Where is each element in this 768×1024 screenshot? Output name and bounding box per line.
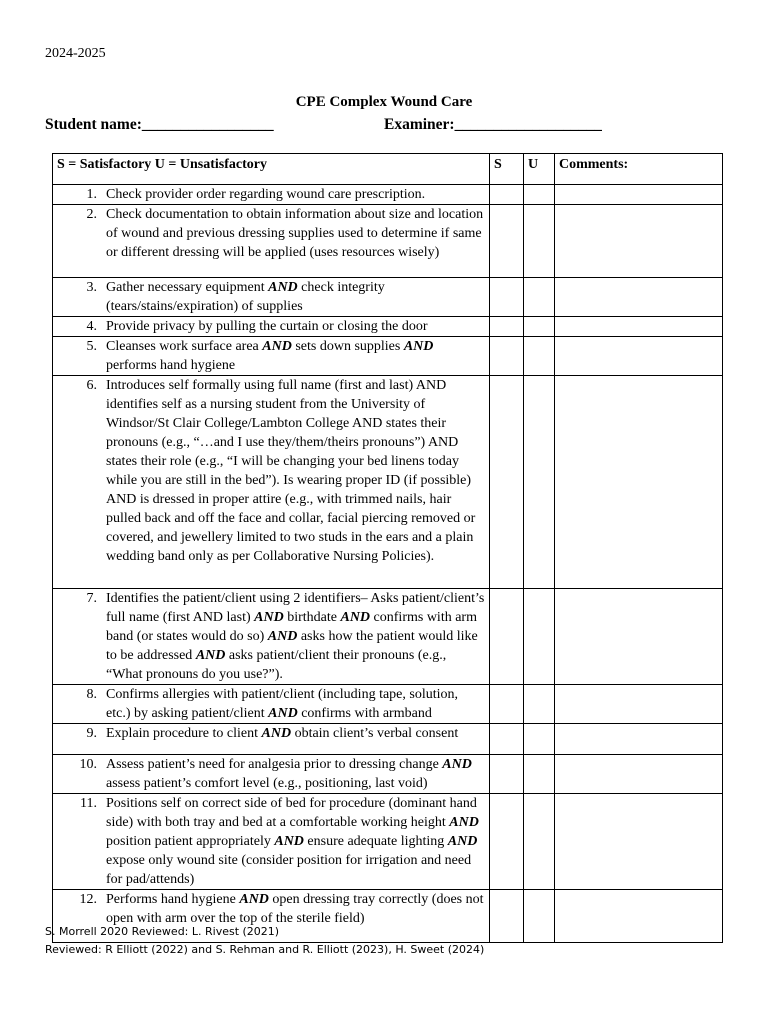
checklist-item-cell bbox=[53, 278, 490, 317]
table-row bbox=[53, 278, 723, 317]
item-text: Performs hand hygiene AND open dressing tray correctly (does not open with arm over the top of the sterile field) bbox=[106, 892, 484, 926]
item-number: 2. bbox=[86, 207, 97, 222]
item-text: Check documentation to obtain information about size and location of wound and previous dressing supplies used to determine if same or different dressing will be applied (uses resources wisely) bbox=[106, 207, 484, 260]
item-number: 11. bbox=[80, 796, 97, 811]
item-number: 8. bbox=[86, 687, 97, 702]
checklist-item-cell bbox=[53, 794, 490, 890]
table-row bbox=[53, 685, 723, 724]
comments-cell[interactable] bbox=[555, 337, 723, 376]
checklist-item-cell bbox=[53, 317, 490, 337]
item-number: 9. bbox=[86, 726, 97, 741]
s-column-header: S bbox=[490, 154, 524, 185]
checklist-item-cell bbox=[53, 755, 490, 794]
s-cell[interactable] bbox=[490, 278, 524, 317]
checklist-item-cell bbox=[53, 205, 490, 278]
item-number: 6. bbox=[86, 378, 97, 393]
table-row bbox=[53, 337, 723, 376]
item-number: 10. bbox=[79, 757, 97, 772]
comments-cell[interactable] bbox=[555, 589, 723, 685]
item-number: 7. bbox=[86, 591, 97, 606]
s-cell[interactable] bbox=[490, 755, 524, 794]
comments-cell[interactable] bbox=[555, 794, 723, 890]
u-cell[interactable] bbox=[524, 724, 555, 755]
u-cell[interactable] bbox=[524, 890, 555, 943]
table-row bbox=[53, 376, 723, 589]
comments-cell[interactable] bbox=[555, 185, 723, 205]
u-cell[interactable] bbox=[524, 794, 555, 890]
s-cell[interactable] bbox=[490, 317, 524, 337]
comments-column-header: Comments: bbox=[555, 154, 723, 185]
u-cell[interactable] bbox=[524, 589, 555, 685]
u-cell[interactable] bbox=[524, 278, 555, 317]
u-cell[interactable] bbox=[524, 376, 555, 589]
s-cell[interactable] bbox=[490, 589, 524, 685]
checklist-item-cell bbox=[53, 185, 490, 205]
checklist-item-cell bbox=[53, 337, 490, 376]
checklist-table bbox=[52, 153, 723, 943]
s-cell[interactable] bbox=[490, 890, 524, 943]
s-cell[interactable] bbox=[490, 337, 524, 376]
s-cell[interactable] bbox=[490, 724, 524, 755]
comments-cell[interactable] bbox=[555, 205, 723, 278]
comments-cell[interactable] bbox=[555, 685, 723, 724]
table-header-row bbox=[53, 154, 723, 185]
item-text: Assess patient’s need for analgesia prior to dressing change AND assess patient’s comfort level (e.g., positioning, last void) bbox=[106, 757, 472, 791]
table-row bbox=[53, 317, 723, 337]
footer-review-line: Reviewed: R Elliott (2022) and S. Rehman and R. Elliott (2023), H. Sweet (2024) bbox=[45, 943, 485, 956]
checklist-item-cell bbox=[53, 724, 490, 755]
comments-cell[interactable] bbox=[555, 724, 723, 755]
item-text: Introduces self formally using full name (first and last) AND identifies self as a nursing student from the University of Windsor/St Clair College/Lambton College AND states their pronouns (e.g., “…and I use they/them/theirs pronouns”) AND states their role (e.g., “I will be changing your bed linens today while you are still in the bed”). Is wearing proper ID (if possible) AND is dressed in proper attire (e.g., with trimmed nails, hair pulled back and off the face and collar, facial piercing removed or covered, and jewellery limited to two studs in the ears and a plain wedding band only as per Collaborative Nursing Policies). bbox=[106, 378, 476, 564]
item-text: Identifies the patient/client using 2 identifiers– Asks patient/client’s full name (first AND last) AND birthdate AND confirms with arm band (or states would do so) AND asks how the patient would like to be addressed AND asks patient/client their pronouns (e.g., “What pronouns do you use?”). bbox=[106, 591, 485, 682]
u-cell[interactable] bbox=[524, 185, 555, 205]
s-cell[interactable] bbox=[490, 205, 524, 278]
comments-cell[interactable] bbox=[555, 317, 723, 337]
comments-cell[interactable] bbox=[555, 755, 723, 794]
table-row bbox=[53, 724, 723, 755]
item-text: Explain procedure to client AND obtain client’s verbal consent bbox=[106, 726, 459, 741]
checklist-item-cell bbox=[53, 685, 490, 724]
s-cell[interactable] bbox=[490, 185, 524, 205]
student-name-field: Student name:_________________ bbox=[45, 116, 274, 133]
item-text: Cleanses work surface area AND sets down supplies AND performs hand hygiene bbox=[106, 339, 434, 373]
footer-author-line: S. Morrell 2020 Reviewed: L. Rivest (2021) bbox=[45, 925, 280, 938]
u-cell[interactable] bbox=[524, 755, 555, 794]
document-title: CPE Complex Wound Care bbox=[295, 94, 473, 110]
item-number: 5. bbox=[86, 339, 97, 354]
examiner-field: Examiner:___________________ bbox=[384, 116, 602, 133]
item-text: Check provider order regarding wound care prescription. bbox=[106, 187, 426, 202]
item-text: Provide privacy by pulling the curtain or closing the door bbox=[106, 319, 428, 334]
table-row bbox=[53, 755, 723, 794]
checklist-item-cell bbox=[53, 376, 490, 589]
s-cell[interactable] bbox=[490, 685, 524, 724]
item-number: 4. bbox=[86, 319, 97, 334]
table-row bbox=[53, 794, 723, 890]
comments-cell[interactable] bbox=[555, 278, 723, 317]
item-number: 3. bbox=[86, 280, 97, 295]
item-number: 12. bbox=[79, 892, 97, 907]
item-number: 1. bbox=[86, 187, 97, 202]
item-text: Confirms allergies with patient/client (including tape, solution, etc.) by asking patient/client AND confirms with armband bbox=[106, 687, 459, 721]
u-cell[interactable] bbox=[524, 337, 555, 376]
u-cell[interactable] bbox=[524, 205, 555, 278]
table-row bbox=[53, 589, 723, 685]
item-text: Positions self on correct side of bed for procedure (dominant hand side) with both tray and bed at a comfortable working height AND position patient appropriately AND ensure adequate lighting AND expose only wound site (consider position for irrigation and need for pad/attends) bbox=[106, 796, 479, 887]
table-row bbox=[53, 185, 723, 205]
legend-header: S = Satisfactory U = Unsatisfactory bbox=[53, 154, 490, 185]
document-year: 2024-2025 bbox=[45, 46, 106, 61]
u-cell[interactable] bbox=[524, 685, 555, 724]
u-column-header: U bbox=[524, 154, 555, 185]
comments-cell[interactable] bbox=[555, 376, 723, 589]
s-cell[interactable] bbox=[490, 794, 524, 890]
table-row bbox=[53, 205, 723, 278]
comments-cell[interactable] bbox=[555, 890, 723, 943]
checklist-item-cell bbox=[53, 589, 490, 685]
u-cell[interactable] bbox=[524, 317, 555, 337]
s-cell[interactable] bbox=[490, 376, 524, 589]
item-text: Gather necessary equipment AND check integrity (tears/stains/expiration) of supplies bbox=[106, 280, 385, 314]
